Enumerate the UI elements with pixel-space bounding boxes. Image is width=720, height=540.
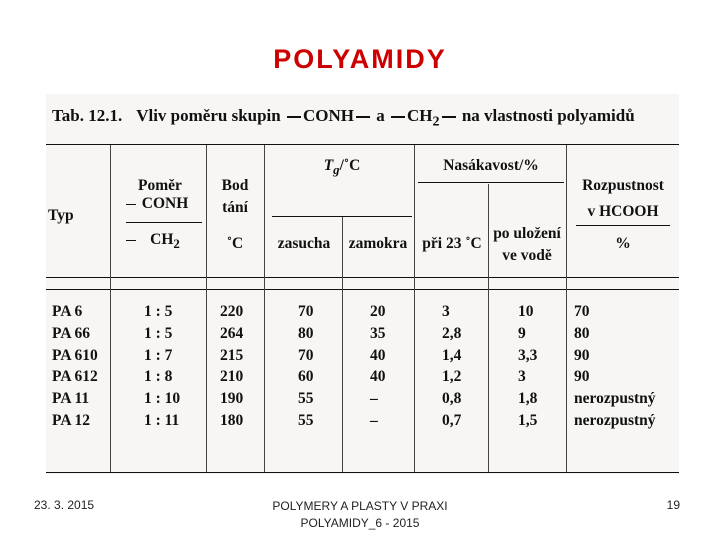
header-rozp-1: Rozpustnost (582, 177, 664, 194)
cell-zamokra: 40 (370, 346, 386, 364)
cell-zasucha: 55 (298, 411, 314, 429)
cell-zasucha: 70 (298, 303, 314, 320)
caption-label: Tab. 12.1. (52, 106, 123, 125)
cell-zasucha: 60 (298, 368, 314, 386)
cell-bod: 190 (220, 390, 244, 408)
header-nasakavost: Nasákavost/% (443, 157, 539, 174)
cell-bod: 180 (220, 411, 244, 429)
header-tg: $T_g/˚C$ (323, 157, 361, 178)
column-divider (206, 145, 207, 472)
cell-zamokra: 40 (370, 368, 386, 386)
cell-pri23: 1,4 (442, 346, 462, 364)
cell-po: 3,3 (518, 346, 538, 364)
column-divider (566, 145, 567, 472)
cell-rozp: 90 (574, 368, 590, 386)
header-pri23: při 23 ˚C (422, 235, 482, 252)
cell-typ: PA 610 (52, 346, 98, 364)
column-rozp (574, 301, 656, 432)
header-pomer-numerator: CONH (141, 195, 189, 212)
header-bod-1: Bod (221, 177, 249, 194)
column-divider (414, 145, 415, 472)
bond-line (442, 116, 456, 118)
footer-title-line-2: POLYAMIDY_6 - 2015 (300, 516, 420, 530)
cell-zamokra: – (370, 390, 378, 408)
cell-rozp: 80 (574, 324, 590, 342)
footer-title-line-1: POLYMERY A PLASTY V PRAXI (272, 499, 448, 513)
column-bod (220, 301, 243, 432)
header-rozp-3: % (615, 235, 631, 252)
cell-pri23: 0,7 (442, 411, 462, 429)
cell-zamokra: 20 (370, 303, 386, 320)
cell-bod: 215 (220, 346, 244, 364)
header-pomer-denominator: $CH_2$ (150, 231, 180, 252)
cell-po: 1,5 (518, 411, 538, 429)
cell-zamokra: – (370, 411, 378, 429)
cell-pomer: 1 : 8 (144, 368, 173, 386)
footer-title (200, 498, 520, 532)
caption-group-1: CONH (302, 106, 354, 125)
table-bottom-rule (46, 472, 679, 473)
bond-line (391, 116, 405, 118)
page-number: 19 (666, 498, 680, 512)
cell-zasucha: 70 (298, 346, 314, 364)
cell-typ: PA 6 (52, 303, 83, 320)
header-po-1: po uložení (493, 225, 561, 242)
cell-po: 1,8 (518, 390, 538, 408)
header-pomer: Poměr (138, 177, 182, 194)
cell-typ: PA 11 (52, 390, 90, 408)
footer-date: 23. 3. 2015 (34, 498, 95, 512)
header-bod-3: ˚C (226, 235, 244, 252)
caption-text-1: Vliv poměru skupin (136, 106, 281, 125)
bond-line (287, 116, 301, 118)
column-typ (52, 301, 98, 432)
column-divider (264, 145, 265, 472)
header-rozp-2: v HCOOH (587, 203, 659, 220)
fraction-bar (576, 225, 670, 226)
header-underline (272, 216, 412, 217)
header-zasucha: zasucha (277, 235, 331, 252)
cell-zamokra: 35 (370, 324, 386, 342)
cell-typ: PA 66 (52, 324, 91, 342)
cell-rozp: 90 (574, 346, 590, 364)
caption-group-2-sub: 2 (432, 113, 440, 130)
header-underline (418, 182, 564, 183)
cell-po: 10 (518, 303, 534, 320)
column-pomer (144, 301, 180, 432)
cell-bod: 264 (220, 324, 244, 342)
cell-rozp: 70 (574, 303, 590, 320)
body-top-rule (46, 289, 679, 290)
caption-text-2: a (376, 106, 385, 125)
cell-po: 3 (518, 368, 526, 386)
cell-typ: PA 612 (52, 368, 98, 386)
cell-pri23: 0,8 (442, 390, 462, 408)
column-divider (110, 145, 111, 472)
slide-title: POLYAMIDY (273, 44, 447, 74)
caption-group-2: CH (406, 106, 433, 125)
cell-pomer: 1 : 10 (144, 390, 181, 408)
cell-pri23: 1,2 (442, 368, 462, 386)
fraction-bar (126, 222, 202, 223)
table-caption (52, 106, 635, 130)
header-zamokra: zamokra (348, 235, 408, 252)
cell-pri23: 2,8 (442, 324, 462, 342)
cell-typ: PA 12 (52, 411, 91, 429)
column-zamokra (370, 301, 386, 432)
column-divider (488, 184, 489, 472)
cell-zasucha: 55 (298, 390, 314, 408)
cell-bod: 210 (220, 368, 244, 386)
header-bod-2: tání (222, 199, 248, 216)
header-po-2: ve vodě (502, 247, 552, 264)
cell-pomer: 1 : 7 (144, 346, 173, 364)
column-pri23 (442, 301, 461, 432)
column-divider (342, 217, 343, 472)
caption-text-3: na vlastnosti polyamidů (461, 106, 635, 125)
header-typ: Typ (48, 207, 74, 224)
bond-line (356, 116, 370, 118)
column-zasucha (298, 301, 314, 432)
header-bottom-rule (46, 277, 679, 278)
cell-zasucha: 80 (298, 324, 314, 342)
cell-pomer: 1 : 11 (144, 411, 180, 429)
cell-rozp: nerozpustný (574, 390, 656, 408)
cell-pomer: 1 : 5 (144, 303, 173, 320)
cell-po: 9 (518, 324, 526, 342)
scanned-table (46, 94, 679, 474)
cell-pomer: 1 : 5 (144, 324, 173, 342)
cell-rozp: nerozpustný (574, 411, 656, 429)
column-po (518, 301, 537, 432)
cell-bod: 220 (220, 303, 244, 320)
table-top-rule (46, 144, 679, 145)
cell-pri23: 3 (442, 303, 450, 320)
